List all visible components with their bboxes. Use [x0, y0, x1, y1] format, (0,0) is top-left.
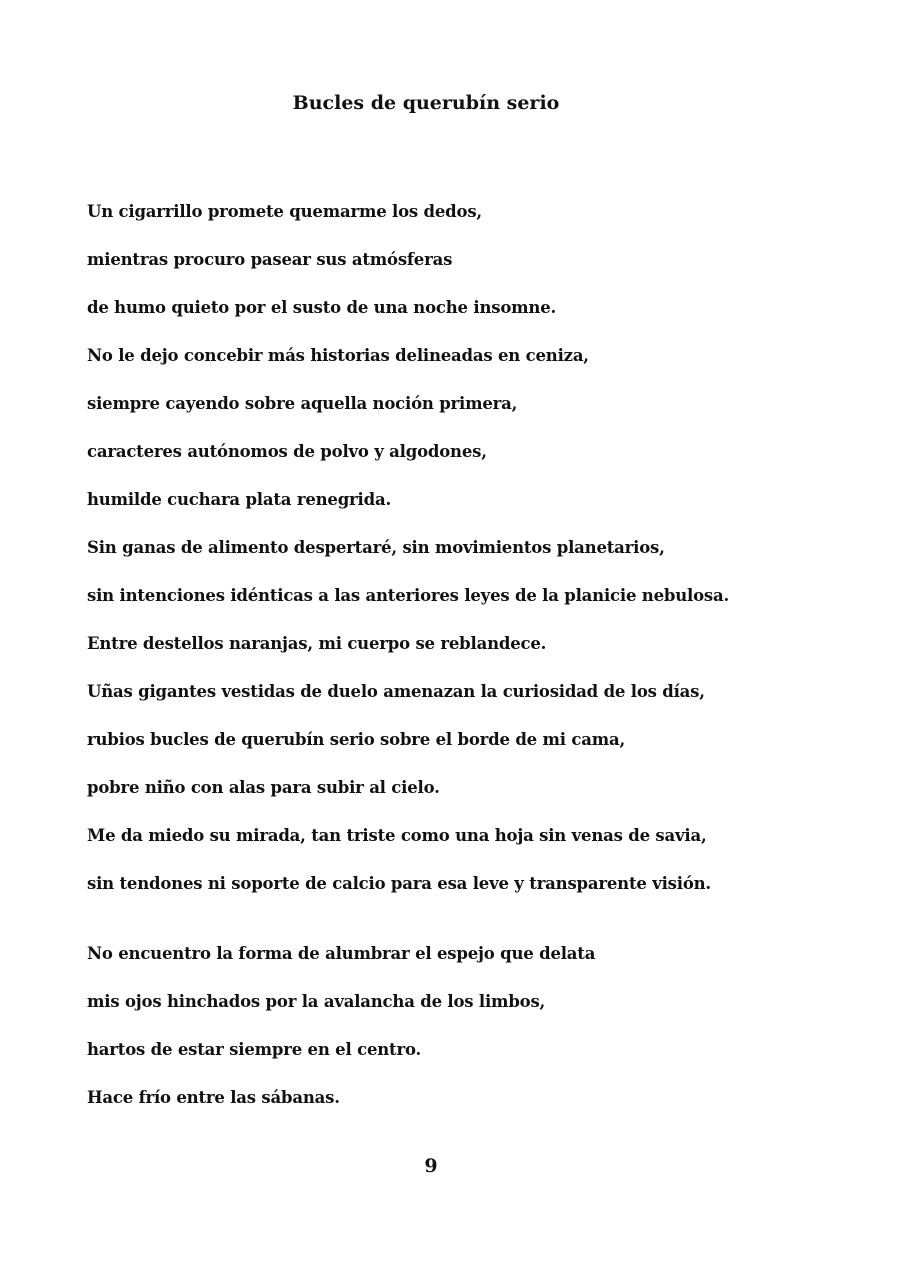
poem-line: No encuentro la forma de alumbrar el espejo que delata	[87, 944, 596, 963]
poem-line: rubios bucles de querubín serio sobre el borde de mi cama,	[87, 730, 626, 749]
poem-line: Sin ganas de alimento despertaré, sin movimientos planetarios,	[87, 538, 665, 557]
stanza-1	[87, 188, 865, 908]
stanza-2	[87, 930, 865, 1122]
poem-line: sin intenciones idénticas a las anteriores leyes de la planicie nebulosa.	[87, 586, 730, 605]
poem-line: Un cigarrillo promete quemarme los dedos,	[87, 202, 482, 221]
poem-line: caracteres autónomos de polvo y algodones,	[87, 442, 487, 461]
poem-line: Entre destellos naranjas, mi cuerpo se reblandece.	[87, 634, 547, 653]
poem-line: No le dejo concebir más historias delineadas en ceniza,	[87, 346, 589, 365]
poem-line: siempre cayendo sobre aquella noción primera,	[87, 394, 518, 413]
poem-line: mientras procuro pasear sus atmósferas	[87, 250, 453, 269]
poem-line: humilde cuchara plata renegrida.	[87, 490, 391, 509]
poem-line: Hace frío entre las sábanas.	[87, 1088, 340, 1107]
poem-line: hartos de estar siempre en el centro.	[87, 1040, 422, 1059]
poem-line: de humo quieto por el susto de una noche insomne.	[87, 298, 557, 317]
poem-title: Bucles de querubín serio	[292, 92, 560, 114]
page-number: 9	[424, 1155, 438, 1177]
poem-line: mis ojos hinchados por la avalancha de los limbos,	[87, 992, 546, 1011]
poem-line: sin tendones ni soporte de calcio para esa leve y transparente visión.	[87, 874, 711, 893]
poem-line: pobre niño con alas para subir al cielo.	[87, 778, 440, 797]
poem-line: Uñas gigantes vestidas de duelo amenazan la curiosidad de los días,	[87, 682, 705, 701]
poem-line: Me da miedo su mirada, tan triste como una hoja sin venas de savia,	[87, 826, 707, 845]
